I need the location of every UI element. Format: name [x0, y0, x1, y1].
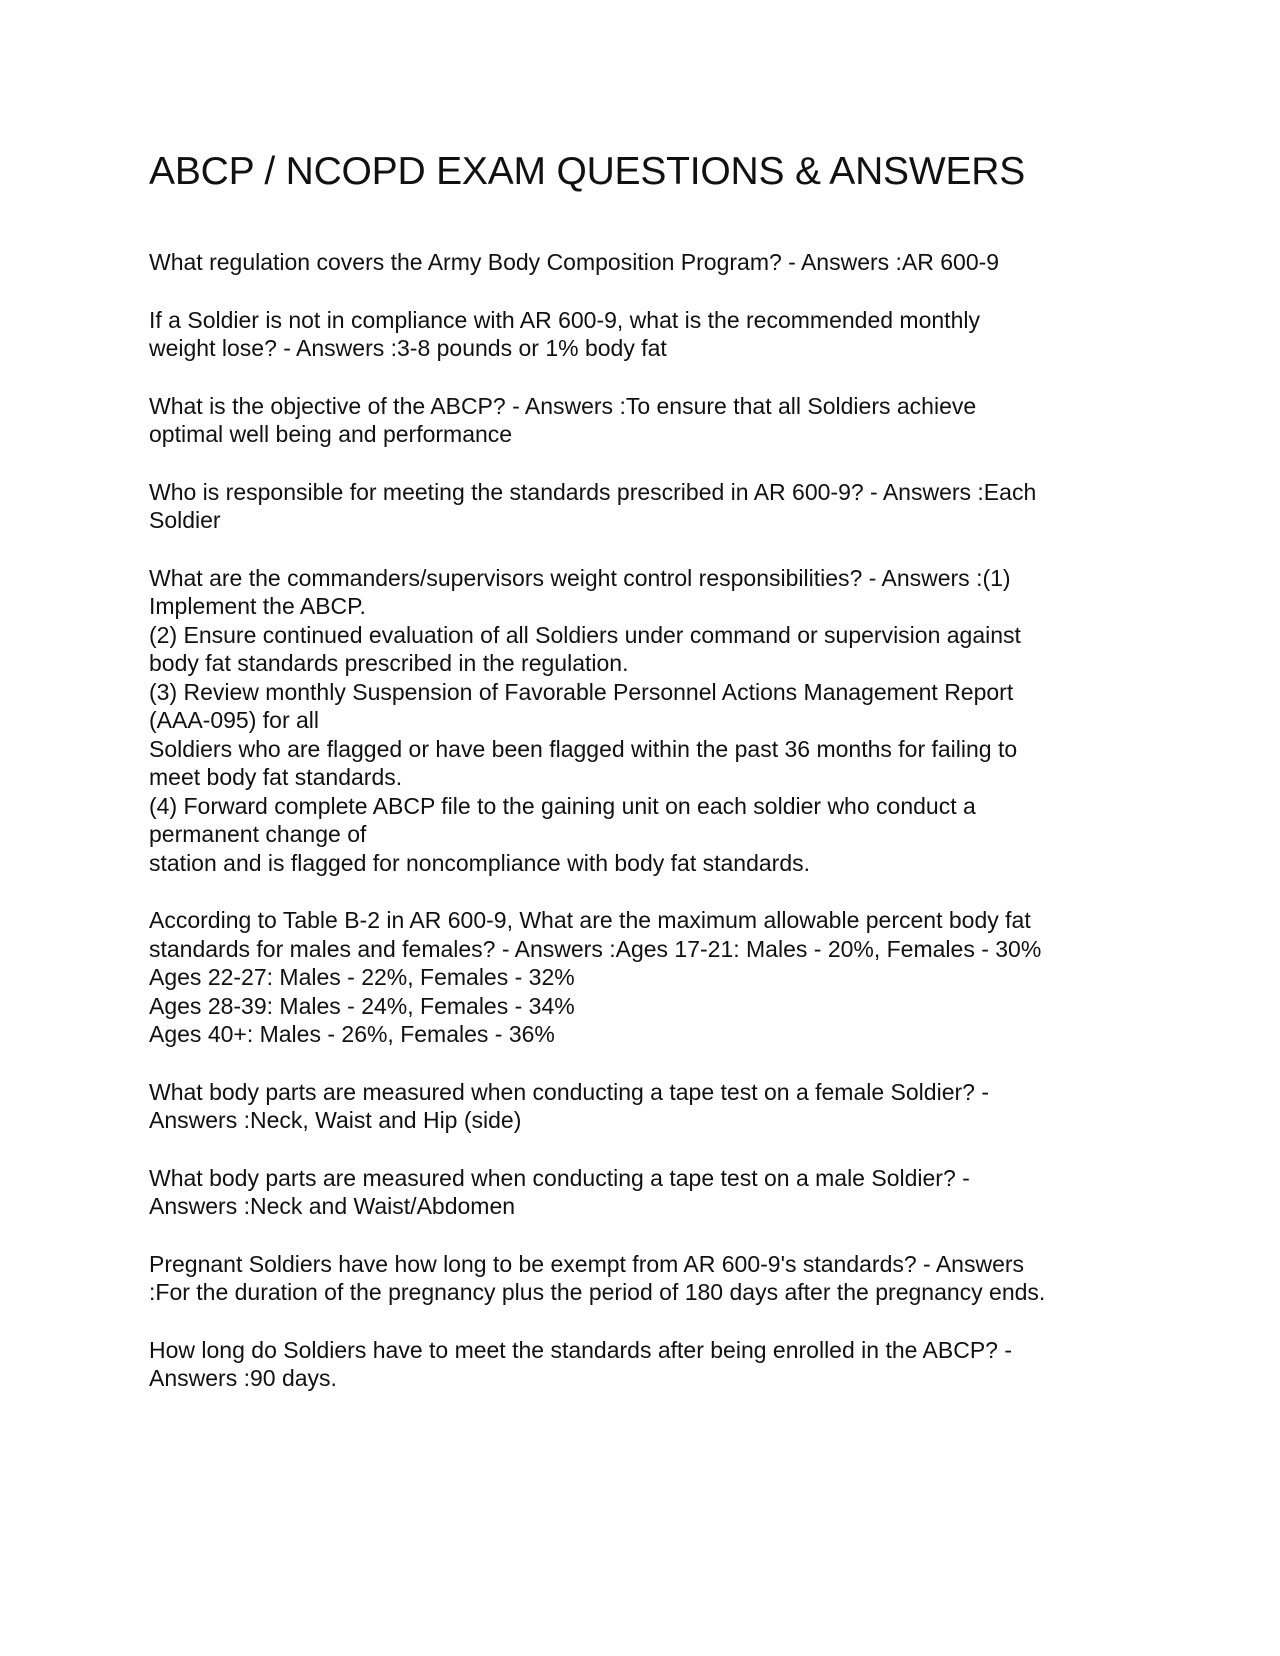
- text-line: According to Table B-2 in AR 600-9, What are the maximum allowable percent body fat: [149, 907, 1031, 933]
- text-line: (2) Ensure continued evaluation of all Soldiers under command or supervision against: [149, 621, 1021, 648]
- qa-list: [149, 248, 1139, 1422]
- text-line: (3) Review monthly Suspension of Favorable Personnel Actions Management Report: [149, 678, 1014, 705]
- qa-item: [149, 1078, 1139, 1135]
- text-line: Soldier: [149, 507, 221, 533]
- text-line: Answers :90 days.: [149, 1365, 337, 1391]
- text-line: Pregnant Soldiers have how long to be exempt from AR 600-9's standards? - Answers: [149, 1250, 1025, 1277]
- text-line: Ages 28-39: Males - 24%, Females - 34%: [149, 992, 575, 1019]
- text-line: Soldiers who are flagged or have been flagged within the past 36 months for failing to: [149, 735, 1018, 762]
- text-line: body fat standards prescribed in the regulation.: [149, 650, 629, 676]
- text-line: If a Soldier is not in compliance with AR 600-9, what is the recommended monthly: [149, 306, 980, 333]
- qa-item: [149, 306, 1139, 363]
- text-line: (AAA-095) for all: [149, 707, 320, 733]
- text-line: What are the commanders/supervisors weight control responsibilities? - Answers :(1): [149, 564, 1011, 591]
- text-line: Answers :Neck, Waist and Hip (side): [149, 1107, 522, 1133]
- text-line: What regulation covers the Army Body Composition Program? - Answers :AR 600-9: [149, 249, 1000, 275]
- text-line: weight lose? - Answers :3-8 pounds or 1% body fat: [149, 335, 667, 361]
- text-line: meet body fat standards.: [149, 764, 403, 790]
- qa-item: [149, 1164, 1139, 1221]
- text-line: Ages 22-27: Males - 22%, Females - 32%: [149, 964, 575, 990]
- qa-item: [149, 1336, 1139, 1393]
- text-line: standards for males and females? - Answers :Ages 17-21: Males - 20%, Females - 30%: [149, 935, 1042, 962]
- qa-item: [149, 906, 1139, 1049]
- text-line: What is the objective of the ABCP? - Answers :To ensure that all Soldiers achieve: [149, 392, 977, 419]
- text-line: Answers :Neck and Waist/Abdomen: [149, 1193, 516, 1219]
- text-line: How long do Soldiers have to meet the standards after being enrolled in the ABCP? -: [149, 1336, 1013, 1363]
- text-line: What body parts are measured when conducting a tape test on a female Soldier? -: [149, 1078, 989, 1105]
- text-line: :For the duration of the pregnancy plus the period of 180 days after the pregnancy ends.: [149, 1279, 1046, 1305]
- text-line: Implement the ABCP.: [149, 593, 366, 619]
- qa-item: [149, 248, 1139, 277]
- qa-item: [149, 1250, 1139, 1307]
- text-line: What body parts are measured when conducting a tape test on a male Soldier? -: [149, 1164, 970, 1191]
- text-line: station and is flagged for noncompliance with body fat standards.: [149, 849, 811, 876]
- text-line: (4) Forward complete ABCP file to the gaining unit on each soldier who conduct a: [149, 792, 976, 819]
- qa-item: [149, 564, 1139, 878]
- qa-item: [149, 392, 1139, 449]
- qa-item: [149, 478, 1139, 535]
- text-line: optimal well being and performance: [149, 421, 513, 447]
- text-line: Ages 40+: Males - 26%, Females - 36%: [149, 1021, 555, 1047]
- page-title: ABCP / NCOPD EXAM QUESTIONS & ANSWERS: [149, 150, 1026, 193]
- text-line: permanent change of: [149, 821, 367, 847]
- text-line: Who is responsible for meeting the standards prescribed in AR 600-9? - Answers :Each: [149, 478, 1037, 505]
